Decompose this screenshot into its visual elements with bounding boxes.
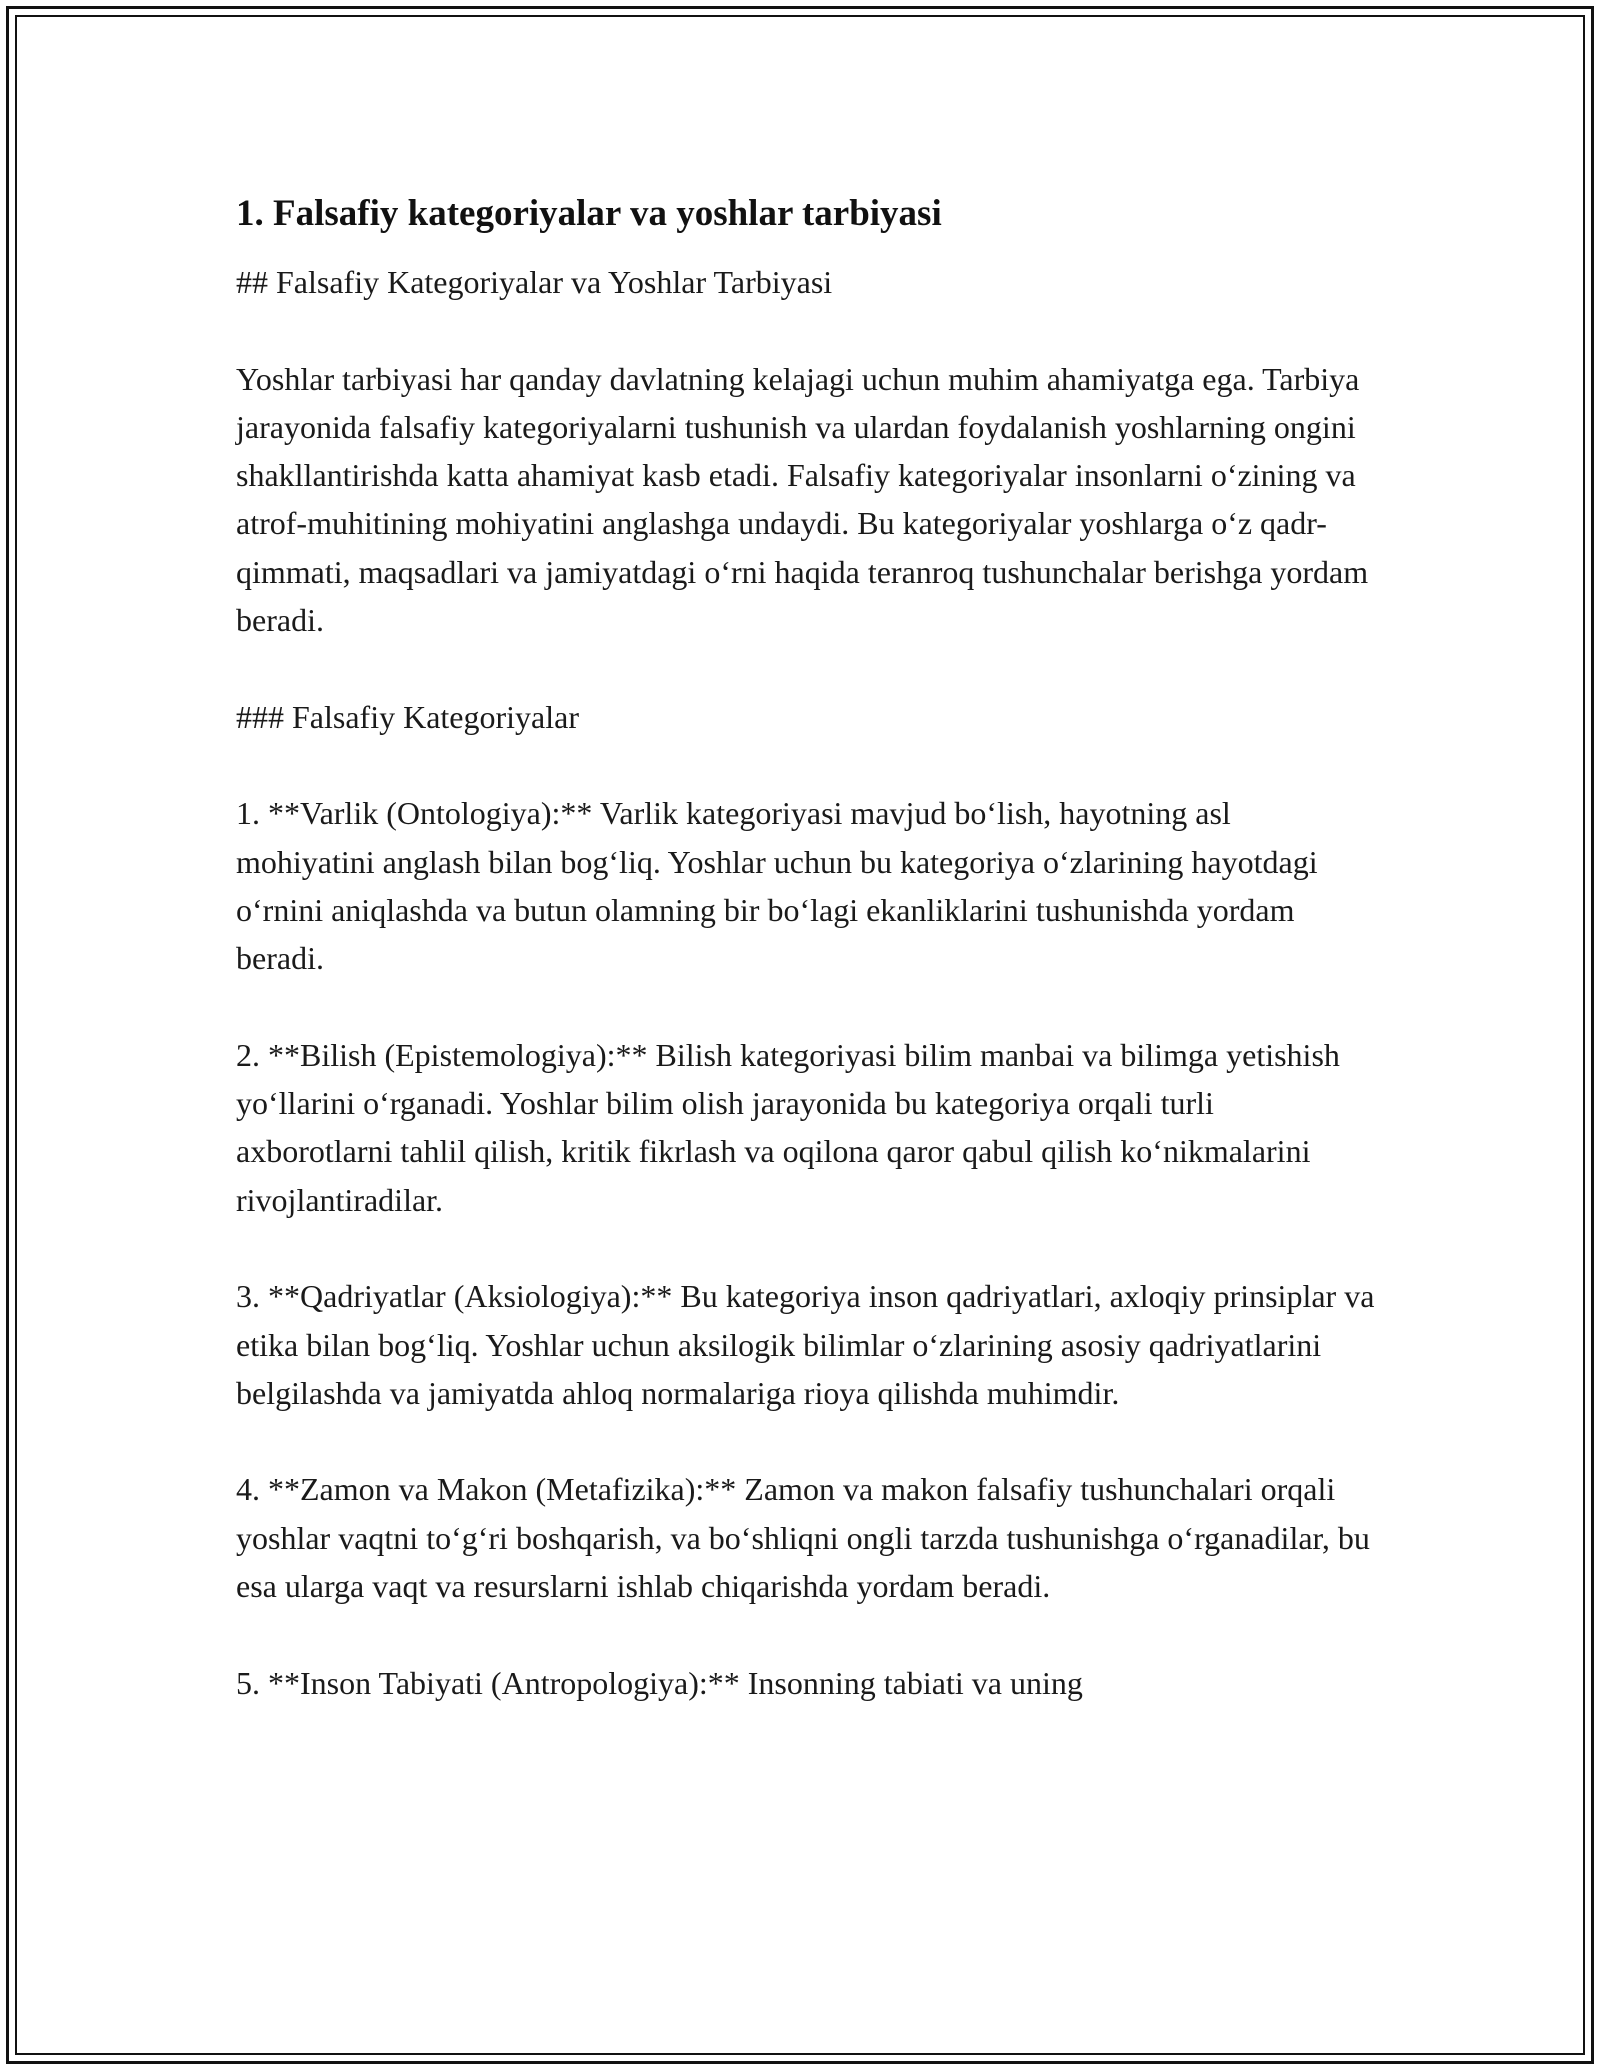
list-item-zamon-makon: 4. **Zamon va Makon (Metafizika):** Zamon va makon falsafiy tushunchalari orqali yoshlar vaqtni to‘g‘ri boshqarish, va bo‘shliqni ongli tarzda tushunishga o‘rganadilar, bu esa ularga vaqt va resurslarni ishlab chiqarishda yordam beradi. bbox=[236, 1471, 1370, 1605]
document-title: 1. Falsafiy kategoriyalar va yoshlar tarbiyasi bbox=[236, 193, 942, 234]
intro-paragraph: Yoshlar tarbiyasi har qanday davlatning kelajagi uchun muhim ahamiyatga ega. Tarbiya jarayonida falsafiy kategoriyalarni tushunish va ulardan foydalanish yoshlarning ongini shakllantirishda katta ahamiyat kasb etadi. Falsafiy kategoriyalar insonlarni o‘zining va atrof-muhitining mohiyatini anglashga undaydi. Bu kategoriyalar yoshlarga o‘z qadr-qimmati, maqsadlari va jamiyatdagi o‘rni haqida teranroq tushunchalar berishga yordam beradi. bbox=[236, 360, 1369, 639]
list-item-qadriyatlar: 3. **Qadriyatlar (Aksiologiya):** Bu kategoriya inson qadriyatlari, axloqiy prinsiplar va etika bilan bog‘liq. Yoshlar uchun aksilogik bilimlar o‘zlarining asosiy qadriyatlarini belgilashda va jamiyatda ahloq normalariga rioya qilishda muhimdir. bbox=[236, 1278, 1375, 1411]
list-item-inson-tabiyati: 5. **Inson Tabiyati (Antropologiya):** Insonning tabiati va uning bbox=[236, 1664, 1083, 1701]
list-item-varlik: 1. **Varlik (Ontologiya):** Varlik kategoriyasi mavjud bo‘lish, hayotning asl mohiyatini anglash bilan bog‘liq. Yoshlar uchun bu kategoriya o‘zlarining hayotdagi o‘rnini aniqlashda va butun olamning bir bo‘lagi ekanliklarini tushunishda yordam beradi. bbox=[236, 795, 1318, 977]
subsection-heading: ### Falsafiy Kategoriyalar bbox=[236, 698, 579, 735]
document-body bbox=[236, 186, 1376, 1755]
list-item-bilish: 2. **Bilish (Epistemologiya):** Bilish kategoriyasi bilim manbai va bilimga yetishish yo‘llarini o‘rganadi. Yoshlar bilim olish jarayonida bu kategoriya orqali turli axborotlarni tahlil qilish, kritik fikrlash va oqilona qaror qabul qilish ko‘nikmalarini rivojlantiradilar. bbox=[236, 1036, 1340, 1218]
section-heading: ## Falsafiy Kategoriyalar va Yoshlar Tarbiyasi bbox=[236, 264, 833, 300]
